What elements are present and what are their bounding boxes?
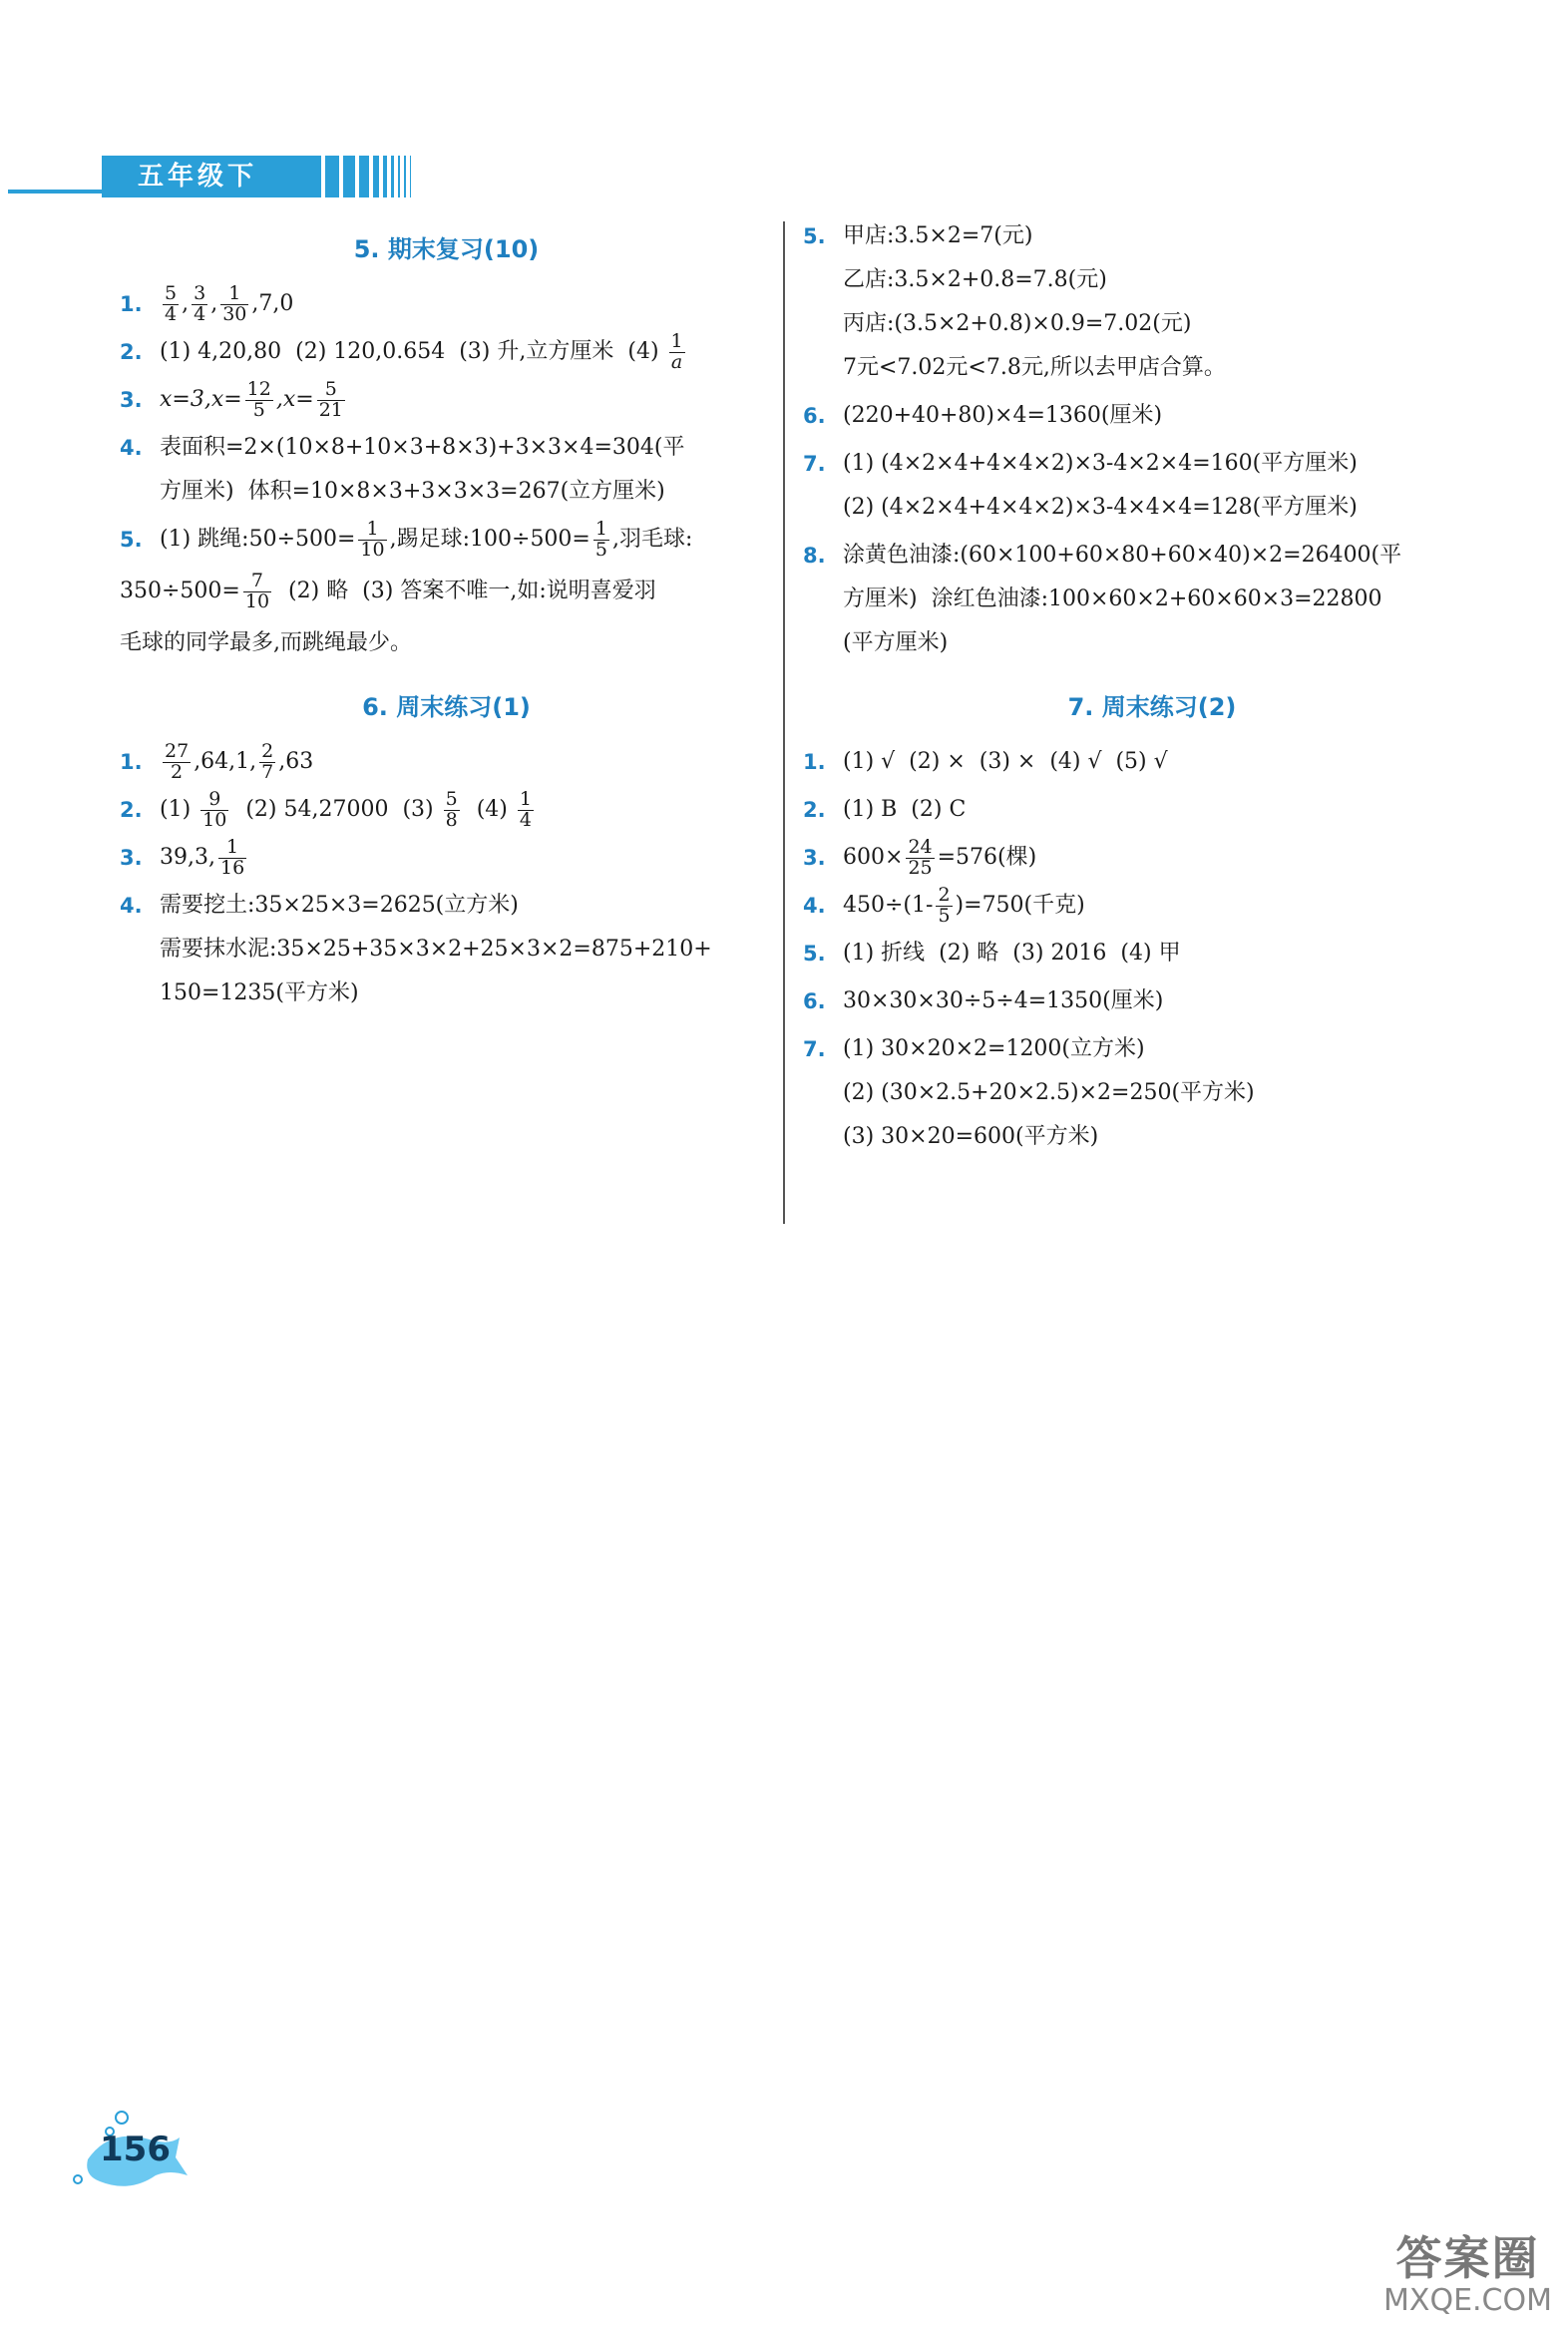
fraction: $\frac{12}{5}$ bbox=[246, 377, 271, 421]
grade-label: 五年级下 bbox=[102, 156, 321, 197]
fraction: $\frac{9}{10}$ bbox=[202, 787, 227, 831]
answer-item: 1. $\frac{27}{2}$ ,64,1, $\frac{2}{7}$ ,63 bbox=[120, 739, 314, 783]
item-number: 3. bbox=[120, 846, 143, 870]
fraction: $\frac{1}{10}$ bbox=[360, 517, 385, 561]
column-divider bbox=[783, 221, 785, 1224]
answer-item: 7. (1) 30×20×2=1200(立方米) (2) (30×2.5+20×2.5)×2=250(平方米) (3) 30×20=600(平方米) bbox=[803, 1027, 1501, 1159]
item-number: 6. bbox=[803, 404, 826, 428]
answer-item: 5. (1) 跳绳:50÷500= $\frac{1}{10}$ ,踢足球:100÷500= $\frac{1}{5}$ ,羽毛球: 350÷500= $\frac{7}{10}$ (2) 略 (3) 答案不唯一,如:说明喜爱羽 毛球的同学最多,而跳绳最少。 bbox=[120, 517, 693, 655]
fraction: $\frac{1}{5}$ bbox=[594, 517, 607, 561]
fraction: $\frac{24}{25}$ bbox=[908, 835, 933, 879]
answer-item: 3. 39,3, $\frac{1}{16}$ bbox=[120, 835, 245, 879]
answer-item: 4. 表面积=2×(10×8+10×3+8×3)+3×3×4=304(平 方厘米) 体积=10×8×3+3×3×3=267(立方厘米) bbox=[120, 426, 773, 514]
item-number: 7. bbox=[803, 1037, 826, 1061]
watermark-url: MXQE.COM bbox=[1383, 2283, 1552, 2318]
item-number: 6. bbox=[803, 989, 826, 1013]
item-number: 8. bbox=[803, 544, 826, 568]
answer-item: 1. $\frac{5}{4}$ , $\frac{3}{4}$ , $\frac{1}{30}$ ,7,0 bbox=[120, 281, 294, 325]
page-number: 156 bbox=[100, 2130, 171, 2169]
item-number: 2. bbox=[120, 340, 143, 364]
fraction: $\frac{1}{16}$ bbox=[219, 835, 245, 879]
item-number: 1. bbox=[803, 750, 826, 774]
item-number: 5. bbox=[803, 942, 826, 966]
fraction: $\frac{1}{30}$ bbox=[222, 281, 247, 325]
item-number: 2. bbox=[120, 798, 143, 822]
watermark-title: 答案圈 bbox=[1395, 2231, 1540, 2286]
item-number: 5. bbox=[120, 528, 143, 552]
fraction: $\frac{3}{4}$ bbox=[194, 281, 206, 325]
item-number: 3. bbox=[120, 388, 143, 412]
item-number: 4. bbox=[120, 894, 143, 918]
fraction: $\frac{5}{4}$ bbox=[165, 281, 178, 325]
header-bars-decoration bbox=[325, 156, 411, 197]
answer-item: 7. (1) (4×2×4+4×4×2)×3-4×2×4=160(平方厘米) (2) (4×2×4+4×4×2)×3-4×4×4=128(平方厘米) bbox=[803, 442, 1501, 530]
item-number: 3. bbox=[803, 846, 826, 870]
section-title-6: 6. 周末练习(1) bbox=[362, 693, 531, 721]
item-number: 2. bbox=[803, 798, 826, 822]
answer-item: 2. (1) $\frac{9}{10}$ (2) 54,27000 (3) $\frac{5}{8}$ (4) $\frac{1}{4}$ bbox=[120, 787, 532, 831]
answer-item: 4. 需要挖土:35×25×3=2625(立方米) 需要抹水泥:35×25+35×3×2+25×3×2=875+210+ 150=1235(平方米) bbox=[120, 884, 773, 1015]
answer-item: 1. (1) √ (2) × (3) × (4) √ (5) √ bbox=[803, 740, 1501, 784]
section-title-5: 5. 期末复习(10) bbox=[353, 235, 540, 263]
fraction: $\frac{2}{5}$ bbox=[938, 883, 951, 927]
watermark bbox=[1383, 2233, 1552, 2317]
answer-item: 2. (1) B (2) C bbox=[803, 788, 1501, 832]
left-column bbox=[120, 229, 773, 1019]
answer-item: 6. (220+40+80)×4=1360(厘米) bbox=[803, 394, 1501, 438]
answer-item: 3. 600× $\frac{24}{25}$ =576(棵) bbox=[803, 835, 1037, 879]
right-column bbox=[803, 214, 1501, 1163]
fraction: $\frac{7}{10}$ bbox=[244, 569, 270, 612]
answer-item: 5. (1) 折线 (2) 略 (3) 2016 (4) 甲 bbox=[803, 932, 1501, 975]
item-number: 7. bbox=[803, 452, 826, 476]
answer-item: 6. 30×30×30÷5÷4=1350(厘米) bbox=[803, 979, 1501, 1023]
fraction: $\frac{5}{8}$ bbox=[445, 787, 458, 831]
answer-item: 5. 甲店:3.5×2=7(元) 乙店:3.5×2+0.8=7.8(元) 丙店:(3.5×2+0.8)×0.9=7.02(元) 7元<7.02元<7.8元,所以去甲店合算。 bbox=[803, 214, 1501, 390]
item-number: 1. bbox=[120, 292, 143, 316]
answer-item: 8. 涂黄色油漆:(60×100+60×80+60×40)×2=26400(平 方厘米) 涂红色油漆:100×60×2+60×60×3=22800 (平方厘米) bbox=[803, 534, 1501, 665]
answer-item: 4. 450÷(1- $\frac{2}{5}$ )=750(千克) bbox=[803, 883, 1085, 927]
fraction: $\frac{1}{a}$ bbox=[670, 329, 683, 373]
item-number: 1. bbox=[120, 750, 143, 774]
answer-item: 3. x=3,x= $\frac{12}{5}$ ,x= $\frac{5}{21}$ bbox=[120, 377, 343, 421]
fraction: $\frac{5}{21}$ bbox=[318, 377, 343, 421]
answer-item: 2. (1) 4,20,80 (2) 120,0.654 (3) 升,立方厘米 (4) $\frac{1}{a}$ bbox=[120, 329, 683, 373]
item-number: 4. bbox=[803, 894, 826, 918]
section-title-7: 7. 周末练习(2) bbox=[1067, 693, 1237, 721]
fraction: $\frac{2}{7}$ bbox=[261, 739, 274, 783]
fraction: $\frac{27}{2}$ bbox=[165, 739, 190, 783]
fraction: $\frac{1}{4}$ bbox=[519, 787, 532, 831]
item-number: 4. bbox=[120, 436, 143, 460]
item-number: 5. bbox=[803, 224, 826, 248]
